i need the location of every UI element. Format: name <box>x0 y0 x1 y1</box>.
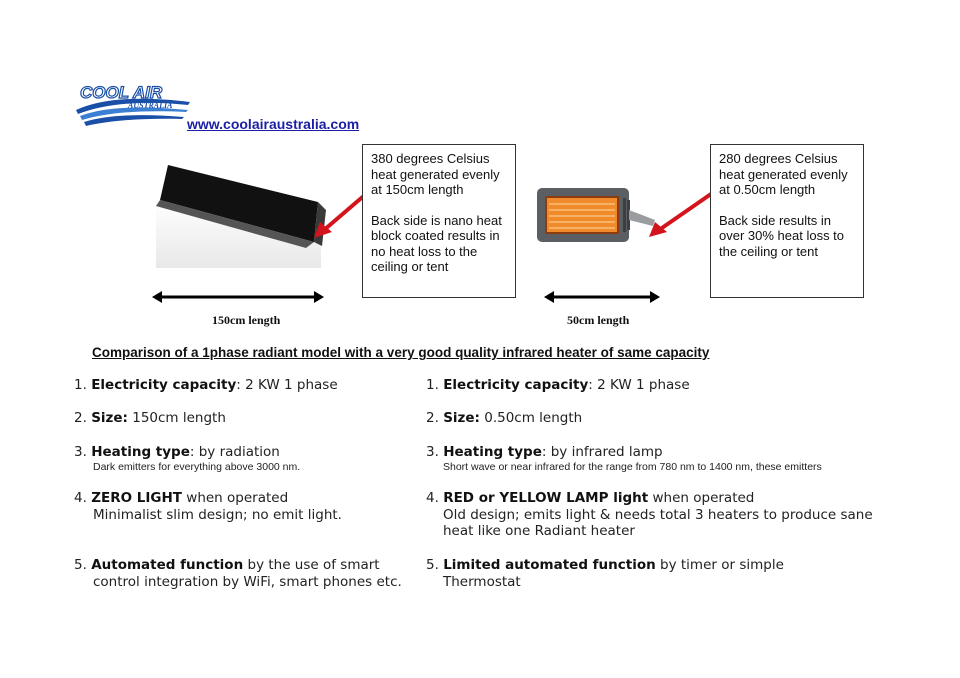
list-item: 2. Size: 0.50cm length <box>426 410 583 426</box>
logo-swoosh-icon <box>72 80 194 128</box>
left-arrow-icon <box>310 190 370 240</box>
list-item: 3. Heating type: by radiation <box>74 444 280 460</box>
cool-air-logo <box>72 80 194 128</box>
left-length-arrow-icon <box>152 290 324 304</box>
list-item-continuation: Minimalist slim design; no emit light. <box>93 507 342 523</box>
radiant-spec-callout <box>362 144 516 298</box>
list-item-note: Dark emitters for everything above 3000 nm. <box>93 461 301 473</box>
right-length-label: 50cm length <box>567 313 630 327</box>
list-item: 2. Size: 150cm length <box>74 410 226 426</box>
comparison-heading: Comparison of a 1phase radiant model with a very good quality infrared heater of same capacity <box>92 345 710 360</box>
logo-text-main: COOL AIR <box>80 83 163 102</box>
radiant-panel-image <box>156 160 326 270</box>
list-item: 1. Electricity capacity: 2 KW 1 phase <box>426 377 690 393</box>
callout-text: 280 degrees Celsius heat generated evenly at 0.50cm length <box>719 151 848 197</box>
right-length-arrow-icon <box>544 290 660 304</box>
infrared-heater-image <box>535 180 660 250</box>
list-item: 5. Limited automated function by timer or simple <box>426 557 784 573</box>
website-link[interactable]: www.coolairaustralia.com <box>187 116 360 132</box>
list-item-continuation: control integration by WiFi, smart phones etc. <box>93 574 402 590</box>
list-item: 4. ZERO LIGHT when operated <box>74 490 289 506</box>
list-item: 3. Heating type: by infrared lamp <box>426 444 663 460</box>
callout-text: 380 degrees Celsius heat generated evenly at 150cm length <box>371 151 500 197</box>
list-item-note: Short wave or near infrared for the range from 780 nm to 1400 nm, these emitters <box>443 461 822 473</box>
left-length-label: 150cm length <box>212 313 281 327</box>
list-item-continuation: Thermostat <box>443 574 521 590</box>
list-item: 5. Automated function by the use of smart <box>74 557 380 573</box>
logo-text-sub: AUSTRALIA <box>128 101 173 110</box>
list-item: 1. Electricity capacity: 2 KW 1 phase <box>74 377 338 393</box>
right-arrow-icon <box>645 190 715 240</box>
callout-text: Back side results in over 30% heat loss to the ceiling or tent <box>719 212 845 259</box>
list-item-continuation: Old design; emits light & needs total 3 heaters to produce sane <box>443 507 873 523</box>
infrared-spec-callout <box>710 144 864 298</box>
callout-text: Back side is nano heat block coated results in no heat loss to the ceiling or tent <box>371 212 502 274</box>
list-item: 4. RED or YELLOW LAMP light when operated <box>426 490 755 506</box>
list-item-continuation: heat like one Radiant heater <box>443 523 635 539</box>
